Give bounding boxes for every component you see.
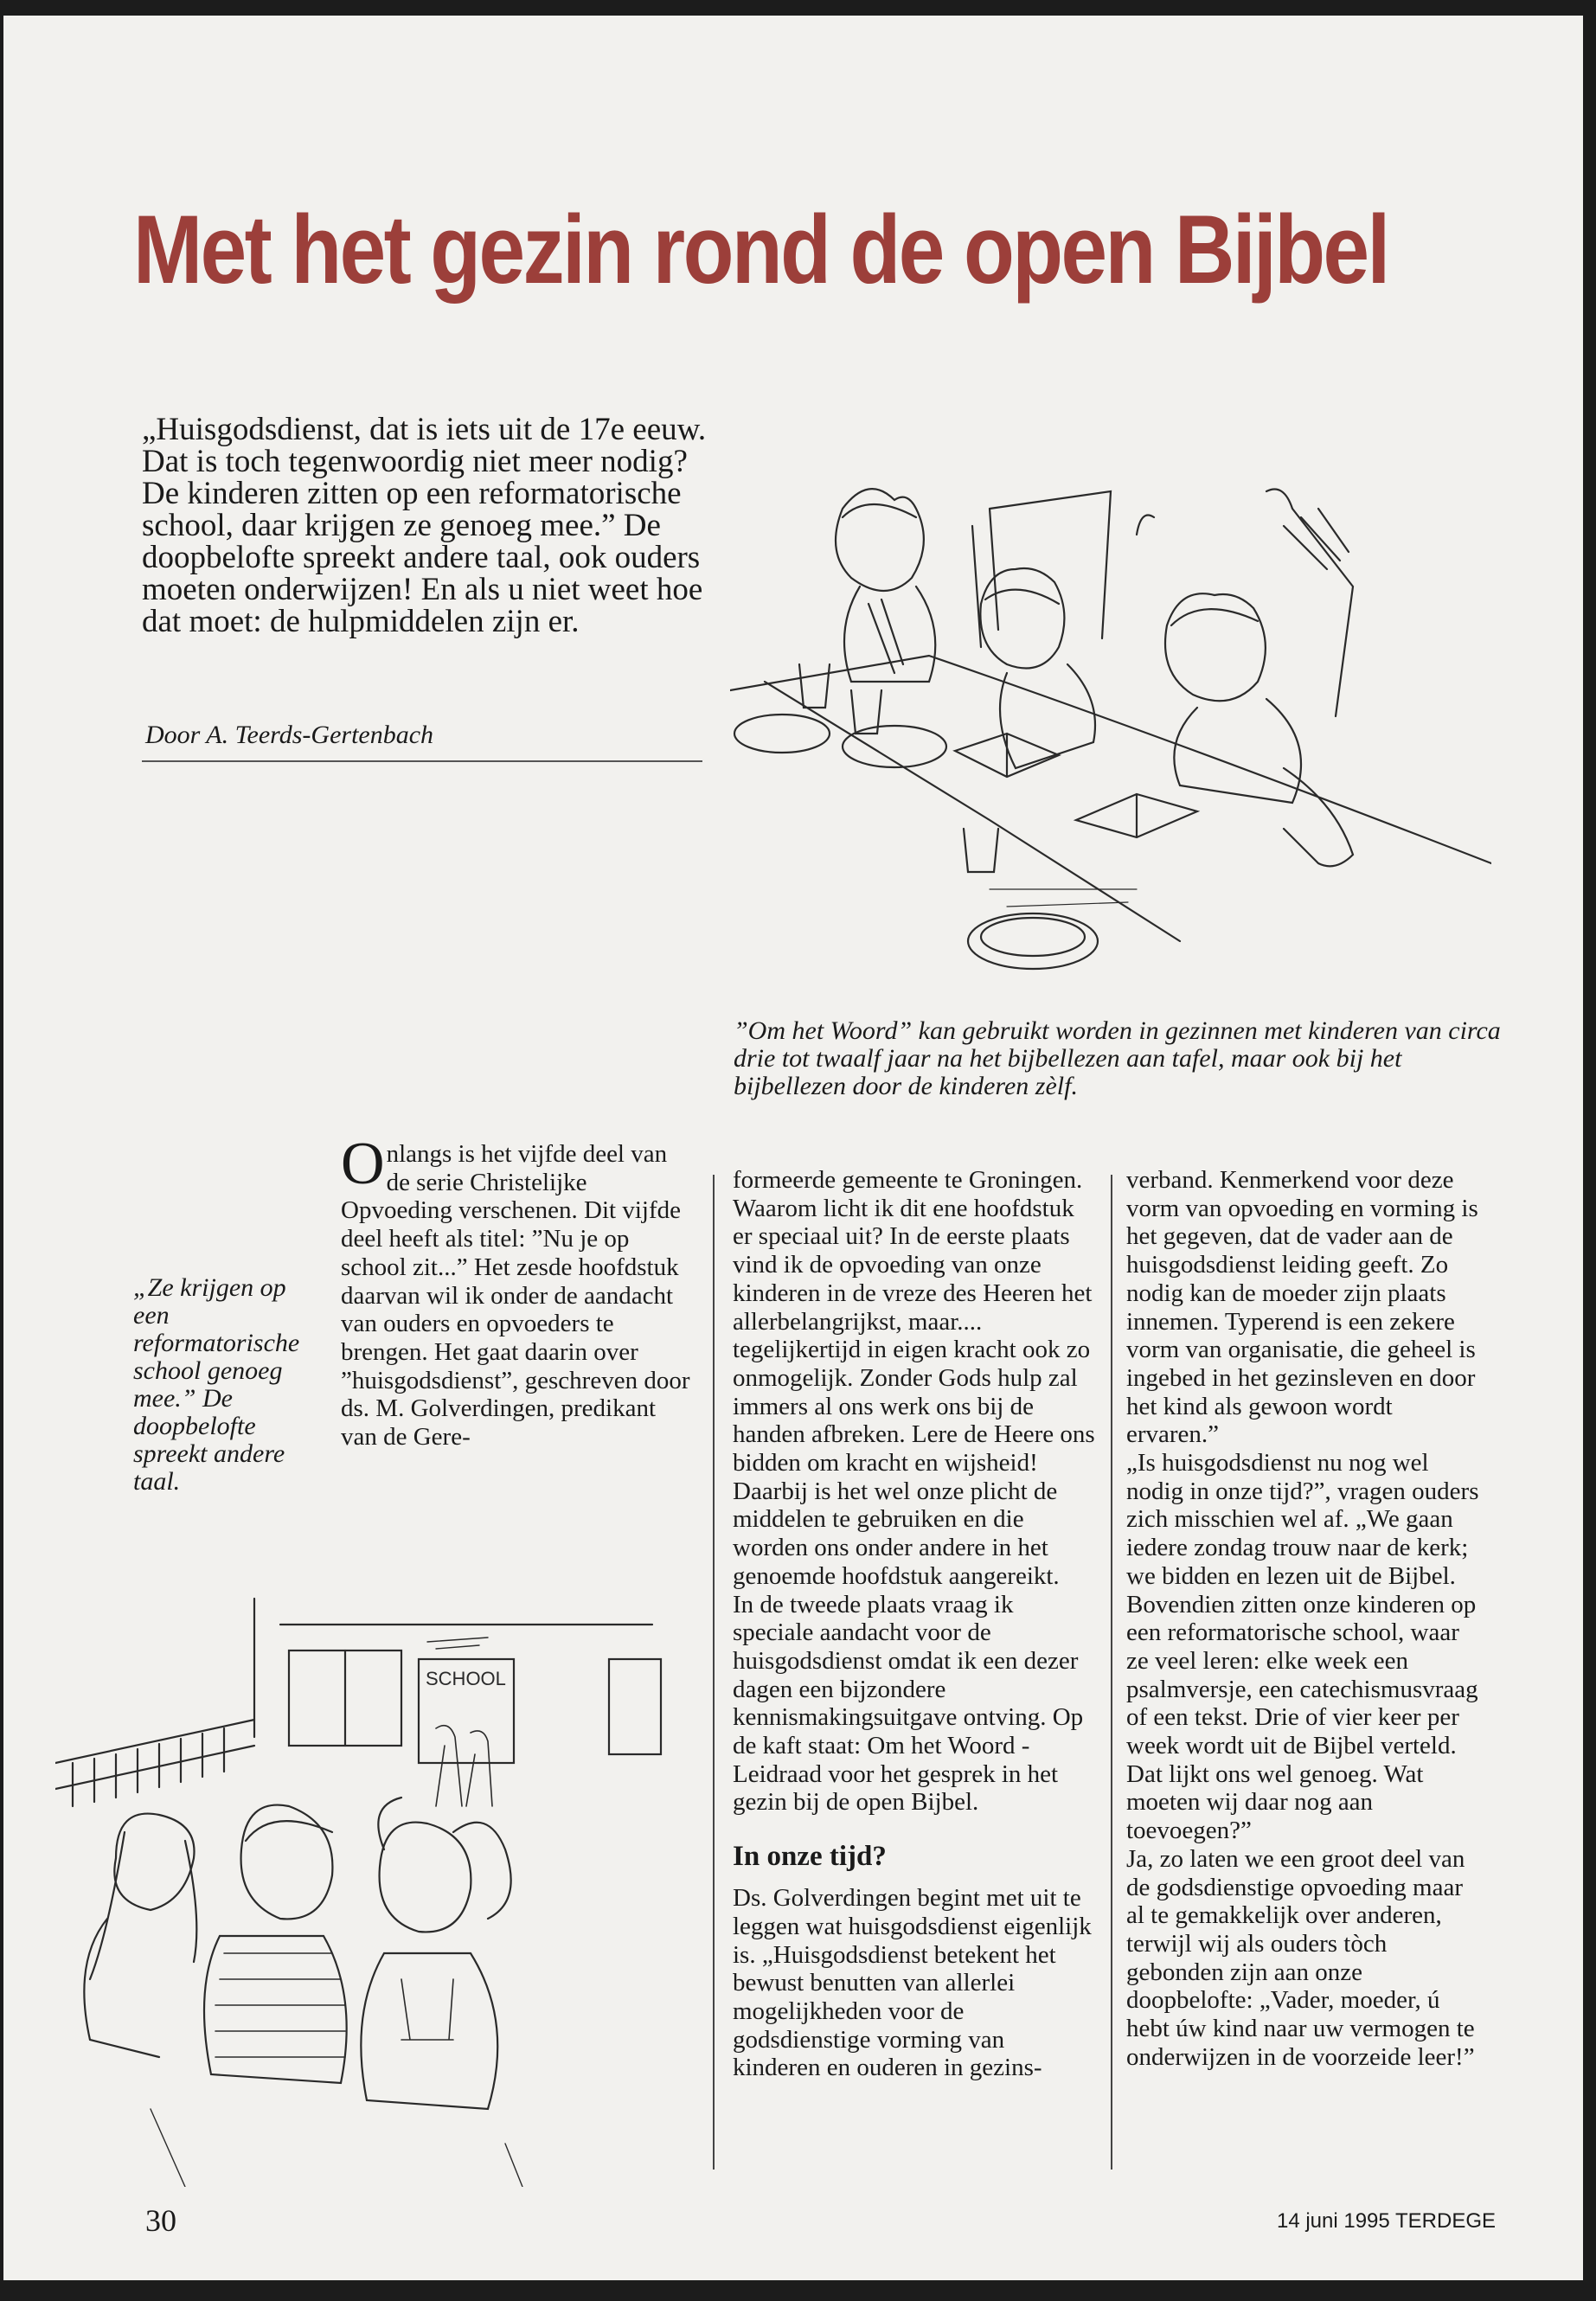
magazine-page	[3, 16, 1583, 2280]
column-1-paragraph	[341, 1131, 695, 1452]
children-at-table-illustration	[730, 457, 1491, 993]
column-1	[341, 1131, 695, 1452]
column-3	[1126, 1166, 1481, 2072]
column-3-paragraph-1: verband. Kenmerkend voor deze vorm van opvoeding en vorming is het gegeven, dat de vader aan de huisgodsdienst leiding geeft. Zo nodig kan de moeder zijn plaats innemen. Typerend is een zekere vorm van organisatie, die geheel is ingebed in het gezinsleven en door het kind als gewoon wordt ervaren.”	[1126, 1166, 1478, 1449]
column-2	[733, 1166, 1096, 2082]
pull-quote: „Ze krijgen op een reformatorische school genoeg mee.” De doopbelofte spreekt andere taal.	[133, 1273, 300, 1496]
subheading: In onze tijd?	[733, 1841, 887, 1873]
column-1-text: nlangs is het vijfde deel van de serie Christelijke Opvoeding verschenen. Dit vijfde deel heeft als titel: ”Nu je op school zit...” Het zesde hoofdstuk daarvan wil ik onder de aandacht van ouders en opvoeders te brengen. Het gaat daarin over ”huisgodsdienst”, geschreven door ds. M. Golverdingen, predikant van de Gere-	[341, 1140, 690, 1452]
illustration-caption: ”Om het Woord” kan gebruikt worden in gezinnen met kinderen van circa drie tot twaalf jaar na het bijbellezen aan tafel, maar ook bij het bijbellezen door de kinderen zèlf.	[734, 1016, 1501, 1100]
drop-cap: O	[341, 1131, 385, 1197]
column-3-paragraph-3: Ja, zo laten we een groot deel van de godsdienstige opvoeding maar al te gemakkelijk over anderen, terwijl wij als ouders tòch gebonden zijn aan onze doopbelofte: „Vader, moeder, ú hebt úw kind naar uw vermogen te onderwijzen in de voorzeide leer!”	[1126, 1844, 1475, 2071]
article-title: Met het gezin rond de open Bijbel	[133, 195, 1388, 304]
publication-footer: 14 juni 1995 TERDEGE	[1276, 2209, 1496, 2233]
column-divider	[713, 1175, 715, 2170]
column-2-paragraph-3: Ds. Golverdingen begint met uit te leggen wat huisgodsdienst eigenlijk is. „Huisgodsdienst betekent het bewust benutten van allerlei mogelijkheden voor de godsdienstige vorming van kinderen en ouderen in gezins-	[733, 1884, 1092, 2082]
column-2-paragraph-1: formeerde gemeente te Groningen. Waarom licht ik dit ene hoofdstuk er speciaal uit? In de eerste plaats vind ik de opvoeding van onze kinderen in de vreze des Heeren het allerbelangrijkst, maar.... tegelijkertijd in eigen kracht ook zo onmogelijk. Zonder Gods hulp zal immers al ons werk ons bij de handen afbreken. Lere de Heere ons bidden om kracht en wijsheid! Daarbij is het wel onze plicht de middelen te gebruiken en die worden ons onder andere in het genoemde hoofdstuk aangereikt.	[733, 1166, 1095, 1590]
article-intro: „Huisgodsdienst, dat is iets uit de 17e eeuw. Dat is toch tegenwoordig niet meer nodig? De kinderen zitten op een reformatorische school, daar krijgen ze genoeg mee.” De doopbelofte spreekt andere taal, ook ouders moeten onderwijzen! En als u niet weet hoe dat moet: de hulpmiddelen zijn er.	[142, 412, 707, 639]
school-sign: SCHOOL	[426, 1668, 506, 1689]
girls-at-school-illustration	[55, 1590, 678, 2187]
byline: Door A. Teerds-Gertenbach	[145, 721, 434, 749]
column-2-paragraph-2: In de tweede plaats vraag ik speciale aandacht voor de huisgodsdienst omdat ik een dezer dagen een bijzondere kennismakingsuitgave ontving. Op de kaft staat: Om het Woord - Leidraad voor het gesprek in het gezin bij de open Bijbel.	[733, 1590, 1084, 1817]
column-divider	[1111, 1175, 1112, 2170]
byline-divider	[142, 760, 702, 762]
column-3-paragraph-2: „Is huisgodsdienst nu nog wel nodig in onze tijd?”, vragen ouders zich misschien wel af. „We gaan iedere zondag trouw naar de kerk; we bidden en lezen uit de Bijbel. Bovendien zitten onze kinderen op een reformatorische school, waar ze veel leren: elke week een psalmversje, een catechismusvraag of een tekst. Drie of vier keer per week wordt uit de Bijbel verteld. Dat lijkt ons wel genoeg. Wat moeten wij daar nog aan toevoegen?”	[1126, 1449, 1479, 1845]
page-number: 30	[145, 2203, 176, 2238]
